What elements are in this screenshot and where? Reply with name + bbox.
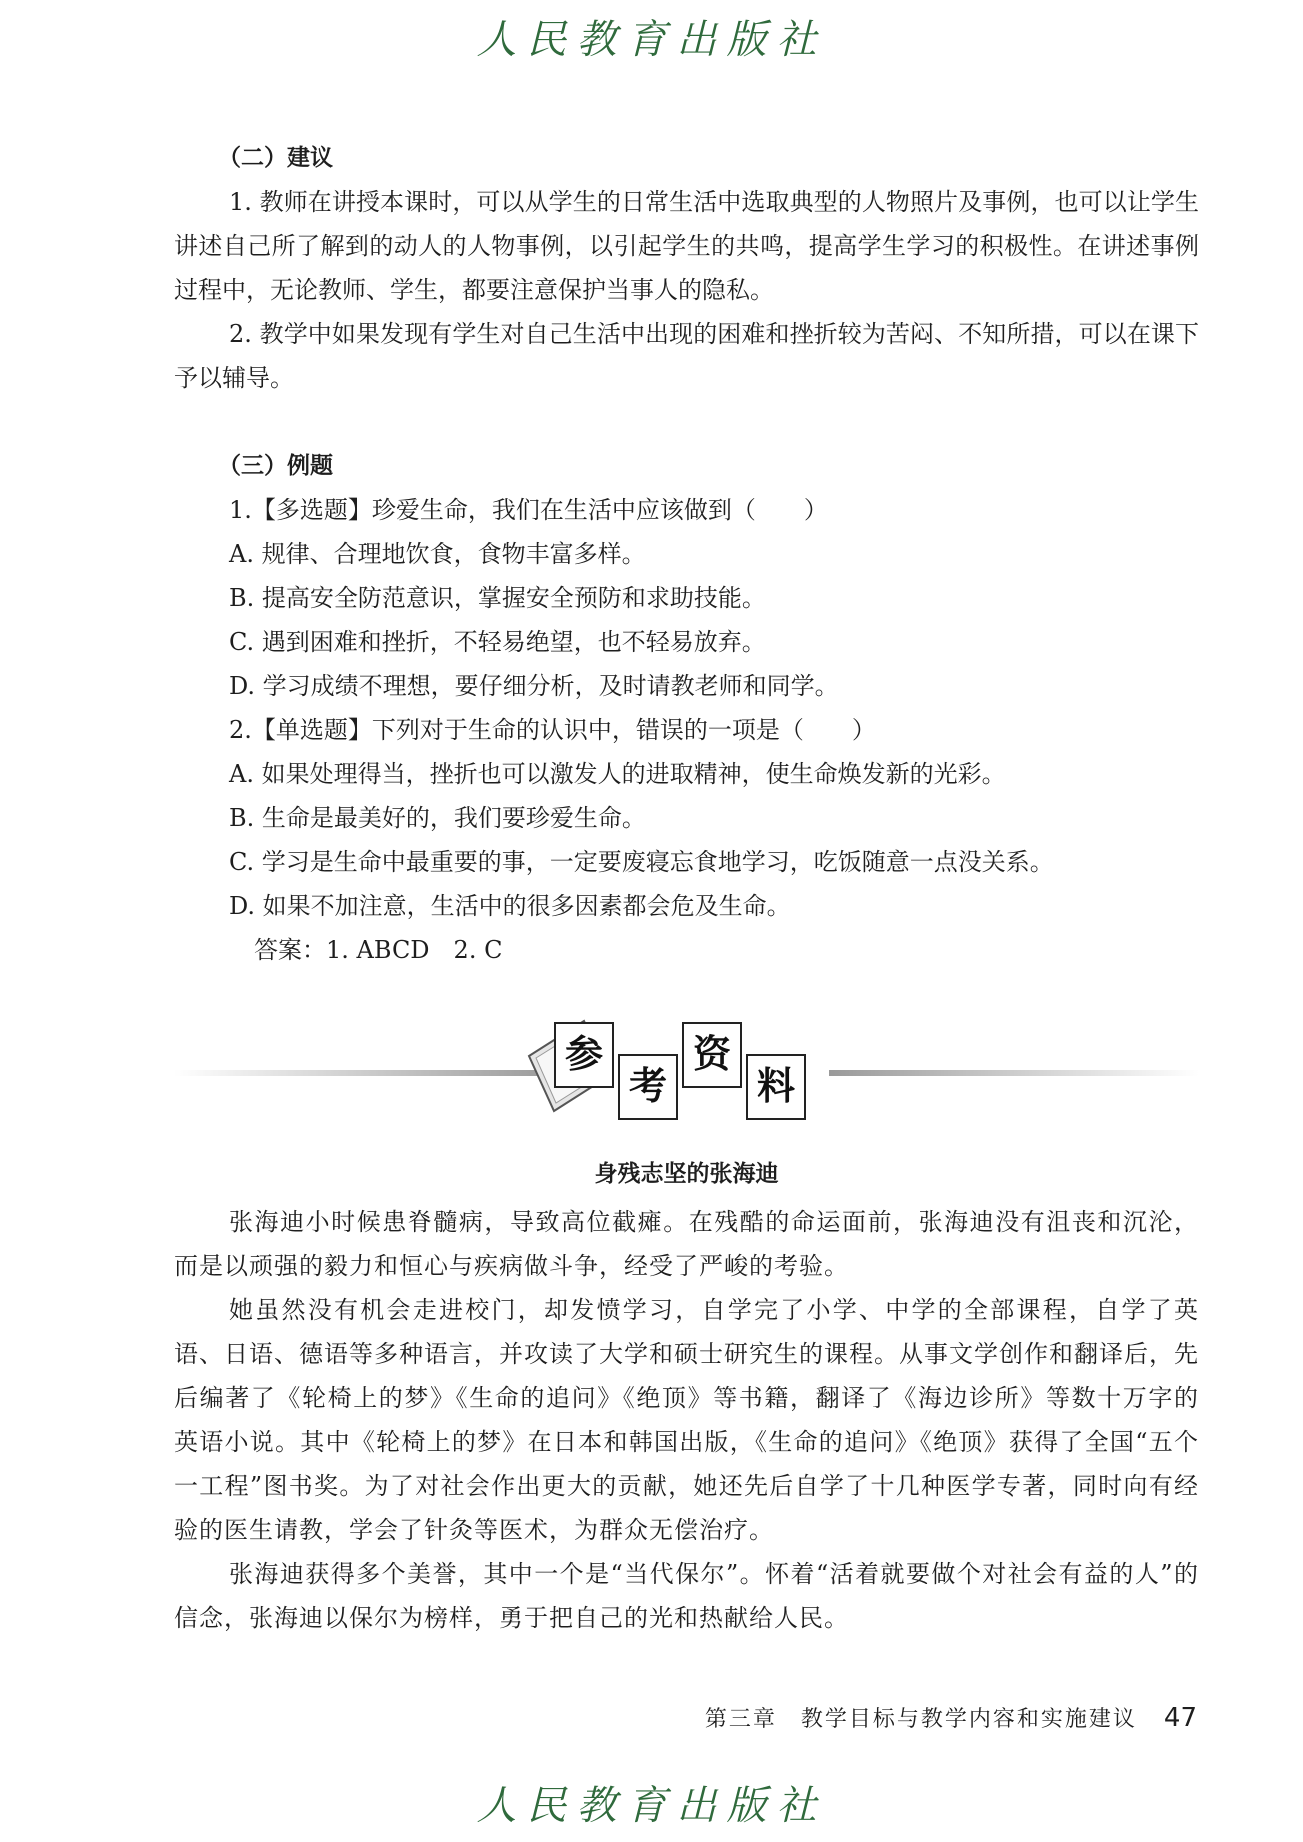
question-1-option-c: C. 遇到困难和挫折，不轻易绝望，也不轻易放弃。 bbox=[229, 628, 766, 656]
page-footer bbox=[705, 1702, 1197, 1733]
article-body bbox=[174, 1200, 1199, 1640]
article-title: 身残志坚的张海迪 bbox=[594, 1161, 779, 1187]
question-2-option-c: C. 学习是生命中最重要的事，一定要废寝忘食地学习，吃饭随意一点没关系。 bbox=[229, 848, 1054, 876]
chapter-label: 第三章 教学目标与教学内容和实施建议 bbox=[704, 1707, 1137, 1732]
question-2-option-a: A. 如果处理得当，挫折也可以激发人的进取精神，使生命焕发新的光彩。 bbox=[229, 760, 1006, 788]
reference-banner bbox=[174, 1010, 1199, 1140]
banner-divider-left bbox=[174, 1070, 554, 1076]
question-2-option-b: B. 生命是最美好的，我们要珍爱生命。 bbox=[229, 804, 646, 832]
page-number: 47 bbox=[1163, 1703, 1197, 1733]
suggestion-item-1: 1. 教师在讲授本课时，可以从学生的日常生活中选取典型的人物照片及事例，也可以让学生讲述自己所了解到的动人的人物事例，以引起学生的共鸣，提高学生学习的积极性。在讲述事例过程中，无论教师、学生，都要注意保护当事人的隐私。 bbox=[174, 188, 1199, 304]
question-2-option-d: D. 如果不加注意，生活中的很多因素都会危及生命。 bbox=[229, 892, 791, 920]
question-1-option-d: D. 学习成绩不理想，要仔细分析，及时请教老师和同学。 bbox=[229, 672, 839, 700]
banner-char-3: 资 bbox=[682, 1022, 742, 1088]
main-content bbox=[174, 136, 1199, 972]
question-1-option-a: A. 规律、合理地饮食，食物丰富多样。 bbox=[229, 540, 646, 568]
examples-heading: （三）例题 bbox=[218, 453, 333, 479]
banner-char-2: 考 bbox=[618, 1054, 678, 1120]
banner-char-1: 参 bbox=[554, 1022, 614, 1088]
question-1-option-b: B. 提高安全防范意识，掌握安全预防和求助技能。 bbox=[229, 584, 766, 612]
question-2-stem: 2.【单选题】下列对于生命的认识中，错误的一项是（ ） bbox=[229, 716, 876, 744]
article-paragraph-1: 张海迪小时候患脊髓病，导致高位截瘫。在残酷的命运面前，张海迪没有沮丧和沉沦，而是以顽强的毅力和恒心与疾病做斗争，经受了严峻的考验。 bbox=[174, 1208, 1199, 1280]
publisher-logo-top: 人民教育出版社 bbox=[476, 17, 827, 63]
article-paragraph-2: 她虽然没有机会走进校门，却发愤学习，自学完了小学、中学的全部课程，自学了英语、日语、德语等多种语言，并攻读了大学和硕士研究生的课程。从事文学创作和翻译后，先后编著了《轮椅上的梦》《生命的追问》《绝顶》等书籍，翻译了《海边诊所》等数十万字的英语小说。其中《轮椅上的梦》在日本和韩国出版，《生命的追问》《绝顶》获得了全国“五个一工程”图书奖。为了对社会作出更大的贡献，她还先后自学了十几种医学专著，同时向有经验的医生请教，学会了针灸等医术，为群众无偿治疗。 bbox=[174, 1296, 1199, 1544]
question-1-stem: 1.【多选题】珍爱生命，我们在生活中应该做到（ ） bbox=[229, 496, 828, 524]
suggestions-heading: （二）建议 bbox=[218, 145, 333, 171]
suggestion-item-2: 2. 教学中如果发现有学生对自己生活中出现的困难和挫折较为苦闷、不知所措，可以在课下予以辅导。 bbox=[174, 320, 1199, 392]
answer-key: 答案：1. ABCD 2. C bbox=[254, 936, 503, 964]
banner-divider-right bbox=[829, 1070, 1199, 1076]
article-paragraph-3: 张海迪获得多个美誉，其中一个是“当代保尔”。怀着“活着就要做个对社会有益的人”的信念，张海迪以保尔为榜样，勇于把自己的光和热献给人民。 bbox=[174, 1560, 1199, 1632]
banner-char-4: 料 bbox=[746, 1054, 806, 1120]
publisher-logo-bottom: 人民教育出版社 bbox=[476, 1783, 827, 1829]
